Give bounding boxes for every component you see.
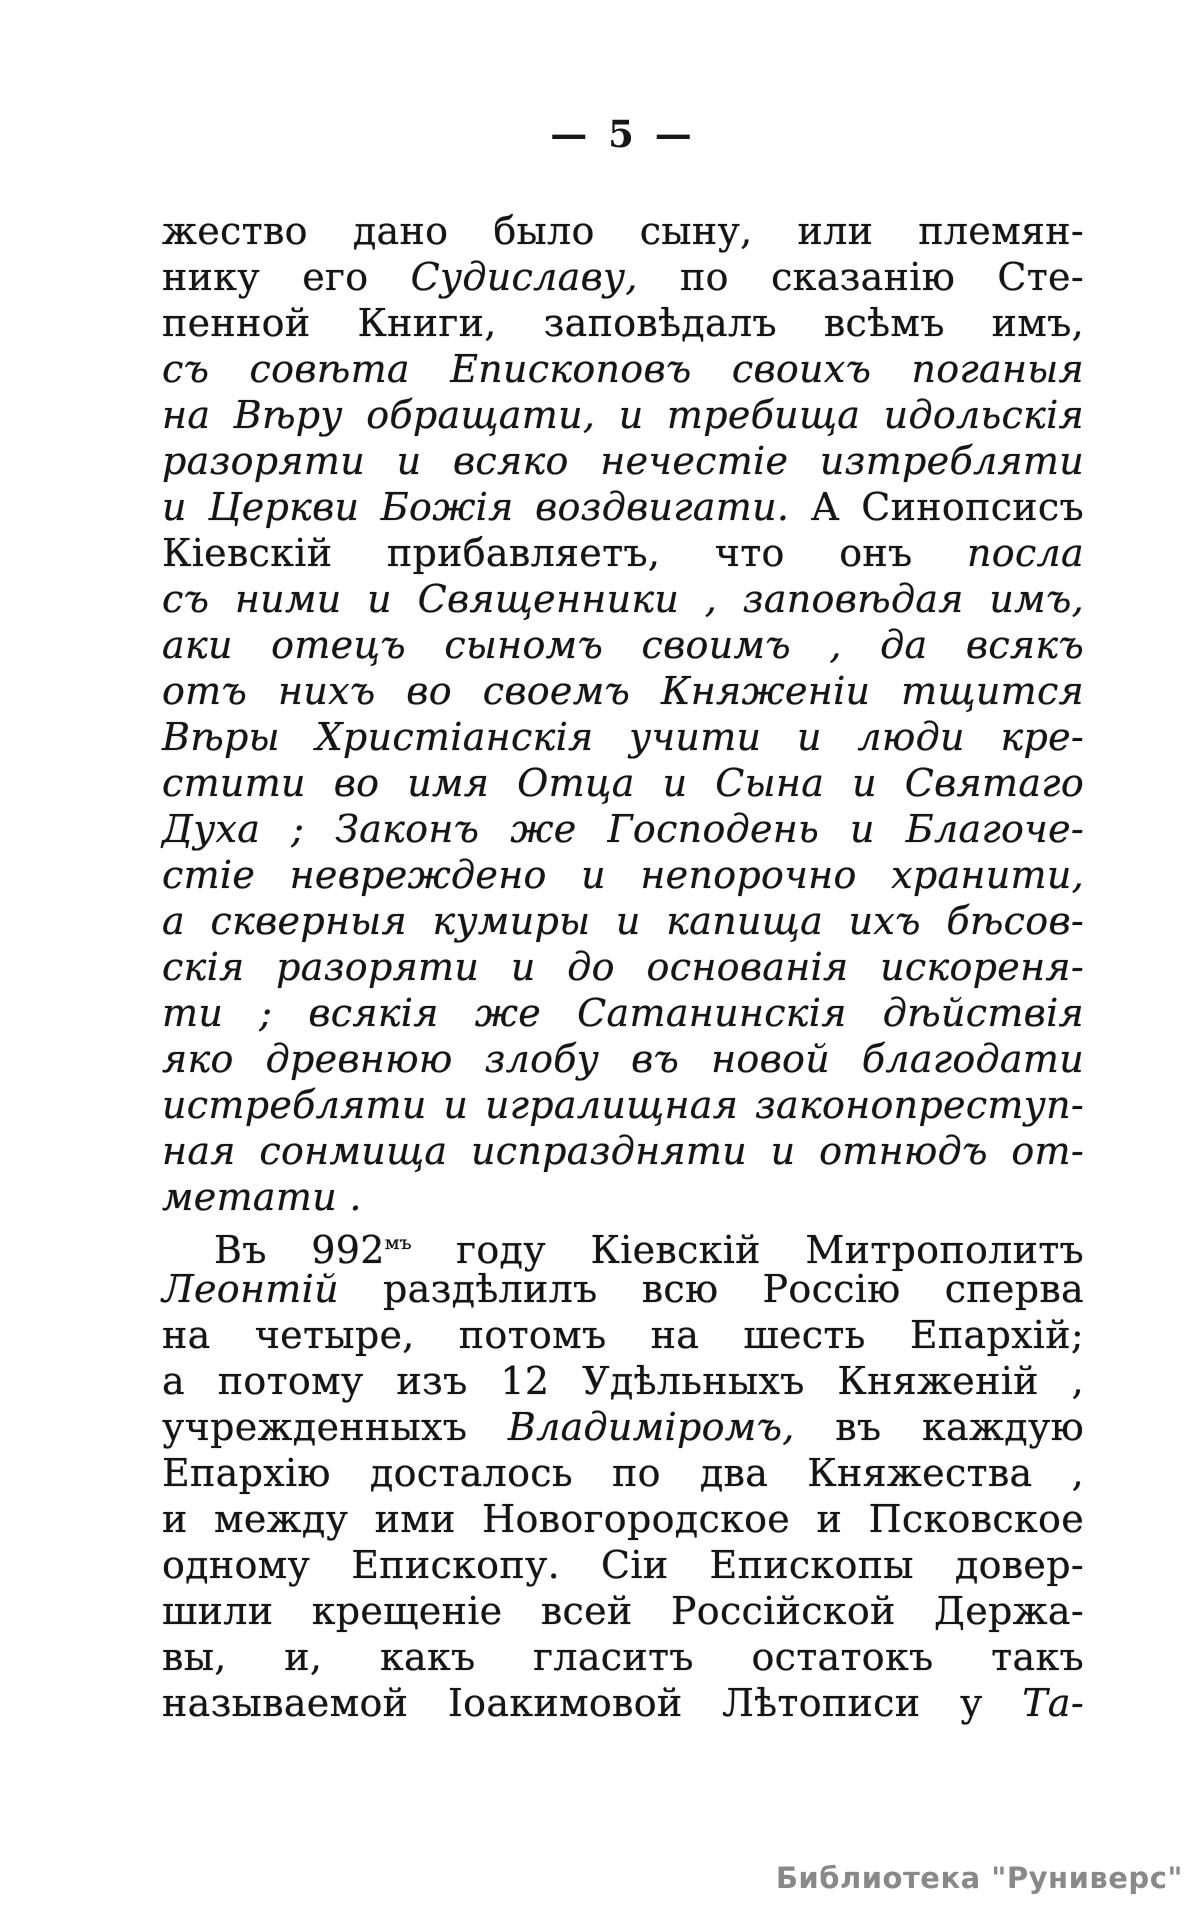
text-segment: Въ 992 <box>214 1228 385 1272</box>
text-segment: шили крещеніе всей Россійской Держа- <box>162 1589 1084 1633</box>
text-segment: раздѣлилъ всю Россію сперва <box>338 1267 1084 1311</box>
text-line <box>162 1404 1084 1450</box>
text-line <box>162 484 1084 530</box>
text-segment: Леонтій <box>162 1267 339 1311</box>
text-line <box>162 438 1084 484</box>
text-segment: на Вѣру обращати, и требища идольскія <box>162 393 1084 437</box>
text-line <box>162 944 1084 990</box>
text-segment: пенной Книги, заповѣдалъ всѣмъ имъ, <box>162 301 1084 345</box>
text-segment: нику его <box>162 255 411 299</box>
text-line <box>162 208 1084 254</box>
text-segment: году Кіевскій Митрополитъ <box>411 1228 1084 1272</box>
text-line <box>162 1542 1084 1588</box>
text-segment: а потому изъ 12 Удѣльныхъ Княженій , <box>162 1359 1084 1403</box>
text-segment: вы, и, какъ гласитъ остатокъ такъ <box>162 1635 1084 1679</box>
text-segment: яко древнюю злобу въ новой благодати <box>162 1037 1084 1081</box>
text-line <box>162 806 1084 852</box>
text-segment: А Синопсисъ <box>789 485 1084 529</box>
text-segment: одному Епископу. Сіи Епископы довер- <box>162 1543 1084 1587</box>
text-line <box>162 1036 1084 1082</box>
text-line <box>162 1082 1084 1128</box>
library-watermark: Библиотека "Руниверс" <box>775 1861 1183 1895</box>
text-segment: Та- <box>1022 1681 1084 1725</box>
text-segment: метати . <box>162 1175 362 1219</box>
text-segment: жество дано было сыну, или племян- <box>162 209 1084 253</box>
text-line <box>162 1496 1084 1542</box>
text-line <box>162 852 1084 898</box>
text-segment: отъ нихъ во своемъ Княженіи тщится <box>162 669 1084 713</box>
text-line <box>162 668 1084 714</box>
text-line <box>162 300 1084 346</box>
text-segment: по сказанію Сте- <box>637 255 1084 299</box>
text-segment: учрежденныхъ <box>162 1405 508 1449</box>
text-line <box>162 1588 1084 1634</box>
text-line <box>162 760 1084 806</box>
text-segment: аки отецъ сыномъ своимъ , да всякъ <box>162 623 1084 667</box>
text-segment: ти ; всякія же Сатанинскія дѣйствія <box>162 991 1084 1035</box>
text-segment: и между ими Новогородское и Псковское <box>162 1497 1084 1541</box>
text-segment: Вѣры Христіанскія учити и люди кре- <box>162 715 1084 759</box>
text-line <box>162 1266 1084 1312</box>
text-line <box>162 622 1084 668</box>
text-line <box>162 1358 1084 1404</box>
text-segment: съ совѣта Епископовъ своихъ поганыя <box>162 347 1084 391</box>
text-segment: посла <box>967 531 1084 575</box>
text-segment: ная сонмища испраздняти и отнюдъ от- <box>162 1129 1084 1173</box>
text-segment: стіе невреждено и непорочно хранити, <box>162 853 1084 897</box>
text-line <box>162 1128 1084 1174</box>
text-segment: Кіевскій прибавляетъ, что онъ <box>162 531 968 575</box>
text-line <box>162 392 1084 438</box>
text-segment: съ ними и Священники , заповѣдая имъ, <box>162 577 1084 621</box>
text-line <box>162 1174 1084 1220</box>
text-segment: Владиміромъ, <box>507 1405 795 1449</box>
text-segment: въ каждую <box>794 1405 1085 1449</box>
text-line <box>162 254 1084 300</box>
text-segment: разоряти и всяко нечестіе изтребляти <box>162 439 1084 483</box>
text-segment: называемой Іоакимовой Лѣтописи у <box>162 1681 1023 1725</box>
text-line <box>162 1312 1084 1358</box>
text-segment: Духа ; Законъ же Господень и Благоче- <box>162 807 1084 851</box>
text-segment: и Церкви Божія воздвигати. <box>162 485 790 529</box>
text-line <box>162 1634 1084 1680</box>
text-line <box>162 346 1084 392</box>
page-number: — 5 — <box>550 112 696 156</box>
text-segment: скія разоряти и до основанія искореня- <box>162 945 1084 989</box>
text-segment: на четыре, потомъ на шесть Епархій; <box>162 1313 1084 1357</box>
text-line <box>162 714 1084 760</box>
text-segment: стити во имя Отца и Сына и Святаго <box>162 761 1084 805</box>
text-line <box>162 898 1084 944</box>
page-text <box>162 208 1084 1726</box>
text-segment: истребляти и игралищная законопреступ- <box>162 1083 1084 1127</box>
text-segment: мъ <box>384 1232 412 1254</box>
text-segment: Епархію досталось по два Княжества , <box>162 1451 1084 1495</box>
text-segment: а скверныя кумиры и капища ихъ бѣсов- <box>162 899 1084 943</box>
text-segment: Судиславу, <box>410 255 638 299</box>
text-line <box>162 1680 1084 1726</box>
text-line <box>162 990 1084 1036</box>
text-line <box>162 1220 1084 1272</box>
text-line <box>162 530 1084 576</box>
text-line <box>162 576 1084 622</box>
text-line <box>162 1450 1084 1496</box>
